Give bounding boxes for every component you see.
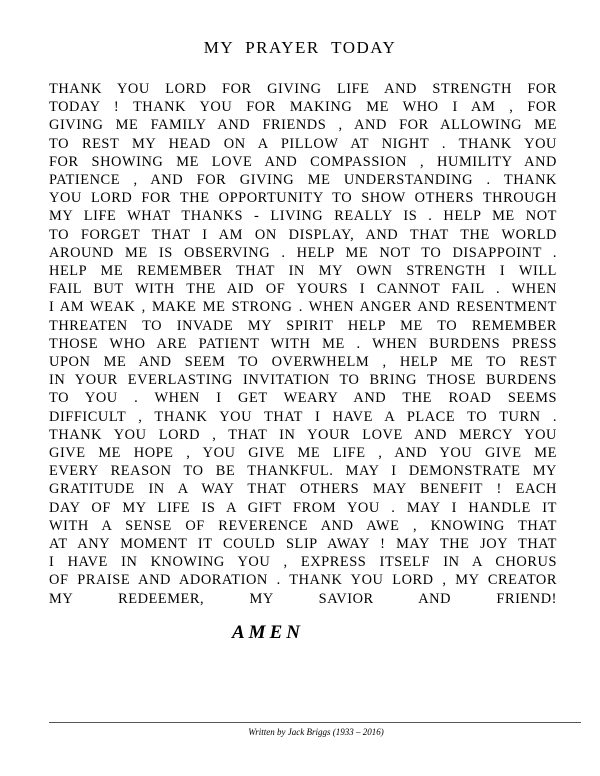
author-credit: Written by Jack Briggs (1933 – 2016) [248,727,384,737]
prayer-line: AROUND ME IS OBSERVING . HELP ME NOT TO DISAPPOINT . [49,244,557,261]
prayer-line: GIVING ME FAMILY AND FRIENDS , AND FOR ALLOWING ME [49,117,557,134]
prayer-line: HELP ME REMEMBER THAT IN MY OWN STRENGTH I WILL [49,263,557,280]
prayer-line: IN YOUR EVERLASTING INVITATION TO BRING THOSE BURDENS [49,372,557,389]
prayer-line: THANK YOU LORD , THAT IN YOUR LOVE AND MERCY YOU [49,426,557,443]
prayer-line: FAIL BUT WITH THE AID OF YOURS I CANNOT FAIL . WHEN [49,281,557,298]
prayer-line: GRATITUDE IN A WAY THAT OTHERS MAY BENEFIT ! EACH [49,481,557,498]
prayer-line: AT ANY MOMENT IT COULD SLIP AWAY ! MAY THE JOY THAT [49,536,557,553]
prayer-line: YOU LORD FOR THE OPPORTUNITY TO SHOW OTHERS THROUGH [49,190,557,207]
prayer-line: GIVE ME HOPE , YOU GIVE ME LIFE , AND YOU GIVE ME [49,445,557,462]
prayer-body [49,80,557,608]
prayer-line: TO REST MY HEAD ON A PILLOW AT NIGHT . THANK YOU [49,135,557,152]
prayer-line: PATIENCE , AND FOR GIVING ME UNDERSTANDING . THANK [49,172,557,189]
footer-divider [49,722,581,723]
closing-amen: AMEN [232,622,304,643]
prayer-line: DIFFICULT , THANK YOU THAT I HAVE A PLACE TO TURN . [49,408,557,425]
page-title: MY PRAYER TODAY [203,38,397,57]
prayer-line: I AM WEAK , MAKE ME STRONG . WHEN ANGER AND RESENTMENT [49,299,557,316]
prayer-line: THOSE WHO ARE PATIENT WITH ME . WHEN BURDENS PRESS [49,335,557,352]
prayer-line: MY LIFE WHAT THANKS - LIVING REALLY IS . HELP ME NOT [49,208,557,225]
prayer-line: WITH A SENSE OF REVERENCE AND AWE , KNOWING THAT [49,517,557,534]
prayer-line: TODAY ! THANK YOU FOR MAKING ME WHO I AM , FOR [49,99,557,116]
prayer-line: MY REDEEMER, MY SAVIOR AND FRIEND! [49,590,557,607]
prayer-line: TO FORGET THAT I AM ON DISPLAY, AND THAT THE WORLD [49,226,557,243]
prayer-line: DAY OF MY LIFE IS A GIFT FROM YOU . MAY I HANDLE IT [49,499,557,516]
prayer-line: FOR SHOWING ME LOVE AND COMPASSION , HUMILITY AND [49,153,557,170]
prayer-line: THREATEN TO INVADE MY SPIRIT HELP ME TO REMEMBER [49,317,557,334]
prayer-line: EVERY REASON TO BE THANKFUL. MAY I DEMONSTRATE MY [49,463,557,480]
prayer-line: UPON ME AND SEEM TO OVERWHELM , HELP ME TO REST [49,354,557,371]
prayer-line: TO YOU . WHEN I GET WEARY AND THE ROAD SEEMS [49,390,557,407]
prayer-line: THANK YOU LORD FOR GIVING LIFE AND STRENGTH FOR [49,81,557,97]
prayer-line: OF PRAISE AND ADORATION . THANK YOU LORD , MY CREATOR [49,572,557,589]
prayer-line: I HAVE IN KNOWING YOU , EXPRESS ITSELF IN A CHORUS [49,554,557,571]
